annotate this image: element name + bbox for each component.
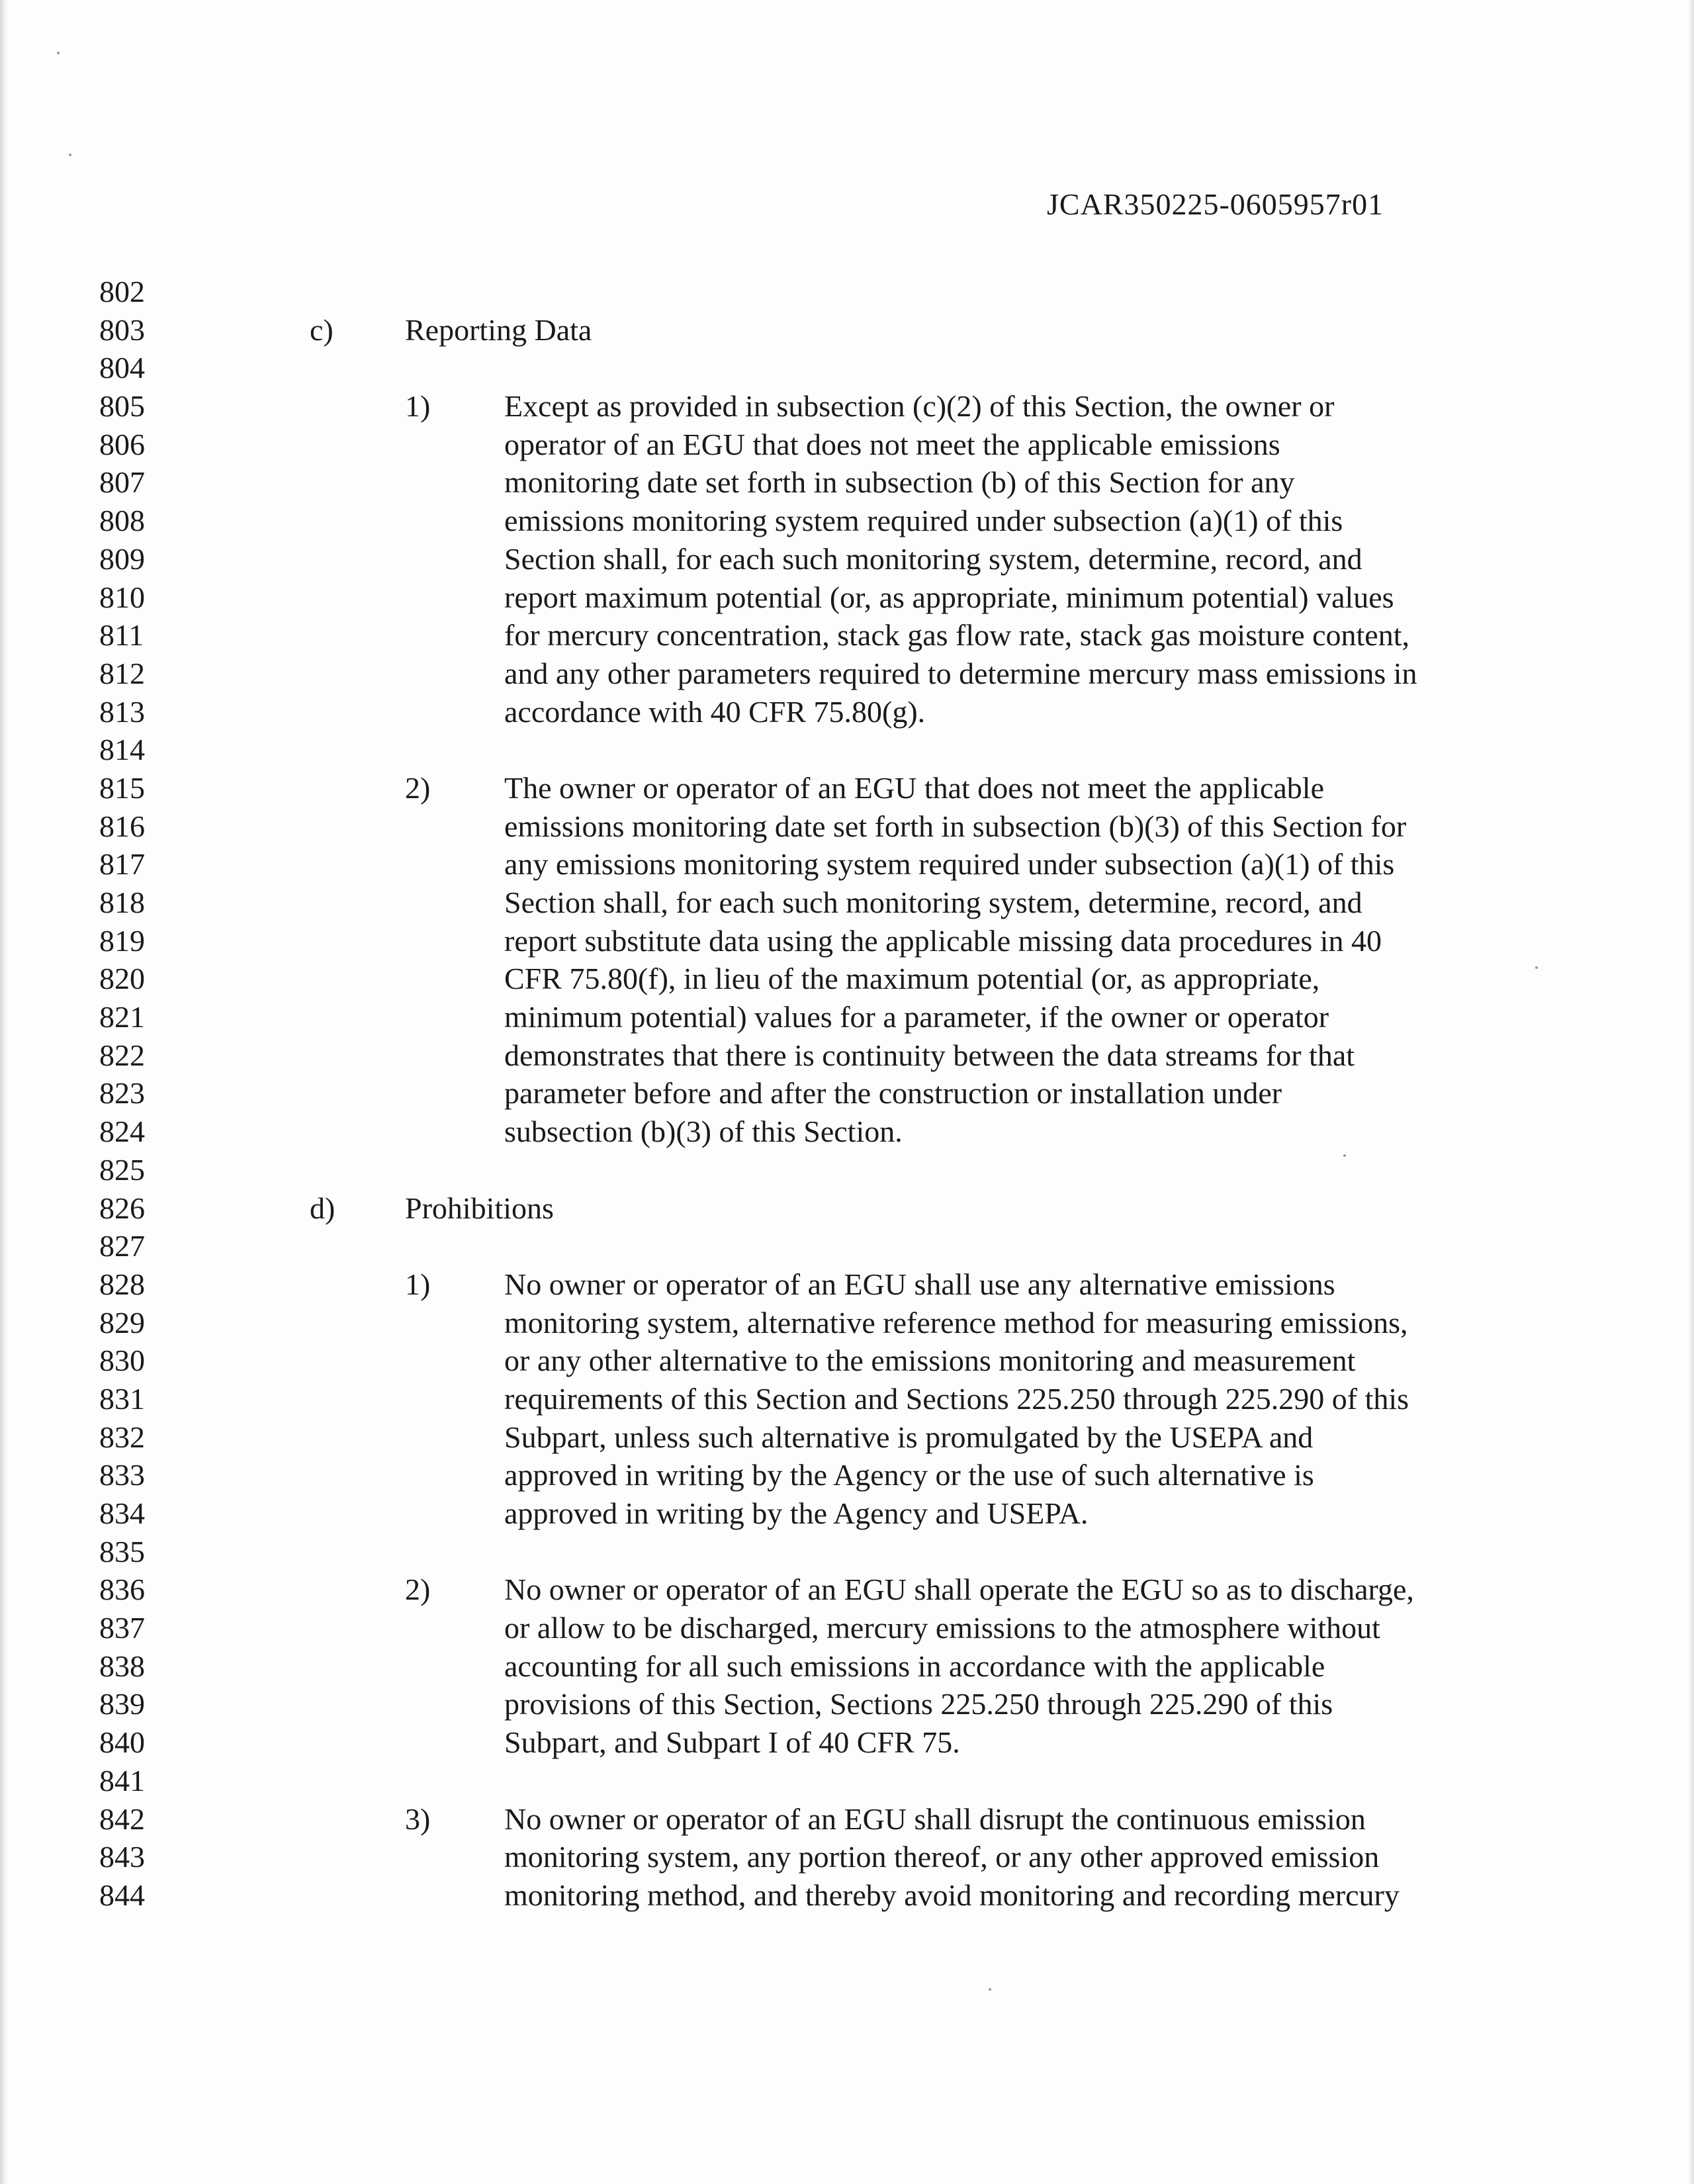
item-label: 3) — [405, 1801, 431, 1836]
item-text-line: The owner or operator of an EGU that does not meet the applicable — [504, 770, 1324, 805]
scan-speck — [989, 1988, 991, 1991]
line-number: 805 — [99, 389, 145, 424]
line-number: 814 — [99, 733, 145, 767]
item-text-line: approved in writing by the Agency and USEPA. — [504, 1496, 1089, 1530]
document-id: JCAR350225-0605957r01 — [1047, 187, 1384, 221]
blank-line — [0, 273, 1694, 311]
paragraph-line — [0, 1647, 1694, 1686]
line-number: 810 — [99, 580, 145, 614]
line-number: 842 — [99, 1801, 145, 1836]
blank-line — [0, 1227, 1694, 1265]
item-label: 1) — [405, 1267, 431, 1301]
line-number: 835 — [99, 1534, 145, 1569]
paragraph-line — [0, 845, 1694, 884]
item-text-line: monitoring method, and thereby avoid monitoring and recording mercury — [504, 1878, 1400, 1912]
scan-speck — [57, 52, 60, 54]
line-number: 813 — [99, 694, 145, 729]
item-text-line: monitoring system, alternative reference method for measuring emissions, — [504, 1305, 1408, 1340]
line-number: 811 — [99, 618, 144, 653]
paragraph-line — [0, 1609, 1694, 1647]
paragraph-line — [0, 502, 1694, 540]
line-number: 840 — [99, 1725, 145, 1760]
paragraph-line — [0, 1685, 1694, 1723]
item-text-line: accounting for all such emissions in accordance with the applicable — [504, 1649, 1325, 1683]
item-label: 2) — [405, 770, 431, 805]
paragraph-line — [0, 1342, 1694, 1380]
line-number: 820 — [99, 962, 145, 996]
paragraph-line — [0, 1036, 1694, 1075]
item-text-line: operator of an EGU that does not meet the applicable emissions — [504, 427, 1280, 461]
paragraph-line — [0, 426, 1694, 464]
paragraph-line — [0, 1570, 1694, 1609]
paragraph-line — [0, 1418, 1694, 1457]
scan-speck — [69, 154, 71, 156]
line-number: 802 — [99, 275, 145, 308]
paragraph-line — [0, 1723, 1694, 1762]
line-number: 809 — [99, 541, 145, 576]
item-text-line: minimum potential) values for a parameter, if the owner or operator — [504, 1000, 1329, 1034]
line-number: 803 — [99, 312, 145, 347]
item-text-line: report maximum potential (or, as appropriate, minimum potential) values — [504, 580, 1394, 614]
item-text-line: requirements of this Section and Sections 225.250 through 225.290 of this — [504, 1381, 1409, 1416]
paragraph-line — [0, 807, 1694, 846]
paragraph-line — [0, 1074, 1694, 1113]
line-number: 843 — [99, 1840, 145, 1874]
item-text-line: Subpart, unless such alternative is promulgated by the USEPA and — [504, 1420, 1314, 1454]
blank-line — [0, 1151, 1694, 1189]
subsection-heading: Prohibitions — [405, 1191, 554, 1225]
paragraph-line — [0, 1304, 1694, 1342]
document-body — [0, 273, 1694, 1915]
item-text-line: Section shall, for each such monitoring system, determine, record, and — [504, 541, 1362, 576]
line-number: 829 — [99, 1305, 145, 1340]
line-number: 812 — [99, 656, 145, 690]
item-text-line: for mercury concentration, stack gas flow rate, stack gas moisture content, — [504, 618, 1410, 653]
line-number: 806 — [99, 427, 145, 461]
line-number: 838 — [99, 1649, 145, 1683]
paragraph-line — [0, 616, 1694, 655]
item-label: 1) — [405, 389, 431, 424]
item-text-line: monitoring date set forth in subsection (b) of this Section for any — [504, 465, 1295, 500]
line-number: 828 — [99, 1267, 145, 1301]
paragraph-line — [0, 998, 1694, 1036]
item-label: 2) — [405, 1572, 431, 1607]
line-number: 807 — [99, 465, 145, 500]
blank-line — [0, 1533, 1694, 1571]
line-number: 833 — [99, 1458, 145, 1492]
line-number: 844 — [99, 1878, 145, 1912]
item-text-line: report substitute data using the applicable missing data procedures in 40 — [504, 923, 1382, 958]
item-text-line: No owner or operator of an EGU shall disrupt the continuous emission — [504, 1801, 1366, 1836]
line-number: 834 — [99, 1496, 145, 1530]
line-number: 823 — [99, 1076, 145, 1111]
item-text-line: provisions of this Section, Sections 225.250 through 225.290 of this — [504, 1687, 1333, 1721]
line-number: 821 — [99, 1000, 145, 1034]
line-number: 819 — [99, 923, 145, 958]
line-number: 831 — [99, 1381, 145, 1416]
section-heading-row — [0, 1189, 1694, 1228]
item-text-line: or allow to be discharged, mercury emissions to the atmosphere without — [504, 1611, 1380, 1645]
item-text-line: approved in writing by the Agency or the use of such alternative is — [504, 1458, 1314, 1492]
item-text-line: emissions monitoring system required under subsection (a)(1) of this — [504, 504, 1343, 538]
line-number: 822 — [99, 1038, 145, 1072]
paragraph-line — [0, 960, 1694, 998]
item-text-line: No owner or operator of an EGU shall operate the EGU so as to discharge, — [504, 1572, 1414, 1607]
line-number: 818 — [99, 886, 145, 919]
line-number: 808 — [99, 504, 145, 538]
line-number: 824 — [99, 1115, 145, 1149]
line-number: 830 — [99, 1343, 145, 1378]
item-text-line: Except as provided in subsection (c)(2) of this Section, the owner or — [504, 389, 1335, 424]
paragraph-line — [0, 1494, 1694, 1533]
item-text-line: subsection (b)(3) of this Section. — [504, 1115, 903, 1149]
line-number: 827 — [99, 1229, 145, 1263]
paragraph-line — [0, 1800, 1694, 1839]
item-text-line: accordance with 40 CFR 75.80(g). — [504, 694, 926, 729]
subsection-label: c) — [310, 312, 334, 347]
line-number: 825 — [99, 1152, 145, 1187]
subsection-heading: Reporting Data — [405, 312, 592, 347]
line-number: 826 — [99, 1191, 145, 1225]
paragraph-line — [0, 1380, 1694, 1418]
item-text-line: emissions monitoring date set forth in subsection (b)(3) of this Section for — [504, 809, 1407, 843]
paragraph-line — [0, 1838, 1694, 1876]
line-number: 836 — [99, 1572, 145, 1607]
paragraph-line — [0, 1113, 1694, 1151]
paragraph-line — [0, 463, 1694, 502]
item-text-line: No owner or operator of an EGU shall use any alternative emissions — [504, 1267, 1335, 1301]
item-text-line: monitoring system, any portion thereof, or any other approved emission — [504, 1840, 1380, 1874]
line-number: 804 — [99, 351, 145, 385]
line-number: 815 — [99, 770, 145, 805]
item-text-line: demonstrates that there is continuity between the data streams for that — [504, 1038, 1355, 1072]
paragraph-line — [0, 387, 1694, 426]
blank-line — [0, 731, 1694, 769]
paragraph-line — [0, 693, 1694, 731]
paragraph-line — [0, 655, 1694, 693]
section-heading-row — [0, 311, 1694, 349]
paragraph-line — [0, 1265, 1694, 1304]
paragraph-line — [0, 1876, 1694, 1915]
blank-line — [0, 349, 1694, 387]
line-number: 832 — [99, 1420, 145, 1454]
line-number: 839 — [99, 1687, 145, 1721]
line-number: 837 — [99, 1611, 145, 1645]
item-text-line: parameter before and after the construction or installation under — [504, 1076, 1282, 1111]
paragraph-line — [0, 884, 1694, 922]
line-number: 816 — [99, 809, 145, 843]
line-number: 841 — [99, 1763, 145, 1797]
item-text-line: Section shall, for each such monitoring system, determine, record, and — [504, 886, 1362, 919]
paragraph-line — [0, 922, 1694, 960]
paragraph-line — [0, 578, 1694, 617]
line-number: 817 — [99, 847, 145, 882]
item-text-line: Subpart, and Subpart I of 40 CFR 75. — [504, 1725, 960, 1760]
paragraph-line — [0, 540, 1694, 578]
item-text-line: any emissions monitoring system required under subsection (a)(1) of this — [504, 847, 1395, 882]
paragraph-line — [0, 769, 1694, 807]
subsection-label: d) — [310, 1191, 335, 1225]
blank-line — [0, 1762, 1694, 1800]
paragraph-line — [0, 1456, 1694, 1494]
item-text-line: or any other alternative to the emissions monitoring and measurement — [504, 1343, 1356, 1378]
item-text-line: and any other parameters required to determine mercury mass emissions in — [504, 656, 1417, 690]
item-text-line: CFR 75.80(f), in lieu of the maximum potential (or, as appropriate, — [504, 962, 1320, 996]
